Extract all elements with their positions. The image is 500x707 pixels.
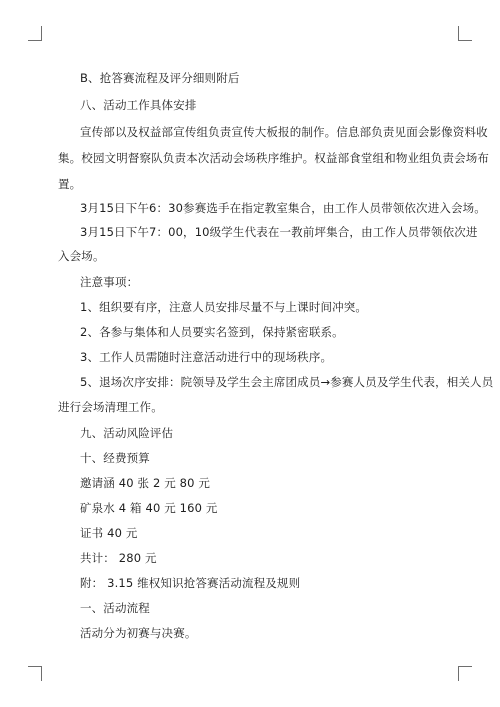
paragraph-line: 置。 bbox=[58, 177, 82, 191]
section-heading-1: 一、活动流程 bbox=[80, 601, 150, 615]
note-item: 5、退场次序安排：院领导及学生会主席团成员→参赛人员及学生代表，相关人员 bbox=[80, 375, 494, 389]
note-item: 1、组织要有序，注意人员安排尽量不与上课时间冲突。 bbox=[80, 300, 368, 314]
schedule-line: 3月15日下午6：30参赛选手在指定教室集合，由工作人员带领依次进入会场。 bbox=[80, 201, 486, 215]
appendix-title: 附： 3.15 维权知识抢答赛活动流程及规则 bbox=[80, 576, 301, 590]
section-heading-10: 十、经费预算 bbox=[80, 451, 150, 465]
schedule-line: 入会场。 bbox=[58, 249, 105, 263]
paragraph-line: 集。校园文明督察队负责本次活动会场秩序维护。权益部食堂组和物业组负责会场布 bbox=[58, 151, 490, 165]
budget-item: 邀请涵 40 张 2 元 80 元 bbox=[80, 476, 211, 490]
text-line-appendix-b: B、抢答赛流程及评分细则附后 bbox=[80, 71, 240, 85]
budget-total: 共计： 280 元 bbox=[80, 551, 157, 565]
budget-item: 矿泉水 4 箱 40 元 160 元 bbox=[80, 501, 218, 515]
note-item: 进行会场清理工作。 bbox=[58, 400, 163, 414]
note-item: 3、工作人员需随时注意活动进行中的现场秩序。 bbox=[80, 350, 333, 364]
budget-item: 证书 40 元 bbox=[80, 526, 138, 540]
notes-heading: 注意事项： bbox=[80, 275, 139, 289]
paragraph-line: 宣传部以及权益部宣传组负责宣传大板报的制作。信息部负责见面会影像资料收 bbox=[80, 125, 488, 139]
section-heading-8: 八、活动工作具体安排 bbox=[80, 98, 197, 112]
section-heading-9: 九、活动风险评估 bbox=[80, 426, 174, 440]
note-item: 2、各参与集体和人员要实名签到，保持紧密联系。 bbox=[80, 325, 344, 339]
paragraph-line: 活动分为初赛与决赛。 bbox=[80, 626, 197, 640]
schedule-line: 3月15日下午7：00，10级学生代表在一教前坪集合，由工作人员带领依次进 bbox=[80, 225, 478, 239]
